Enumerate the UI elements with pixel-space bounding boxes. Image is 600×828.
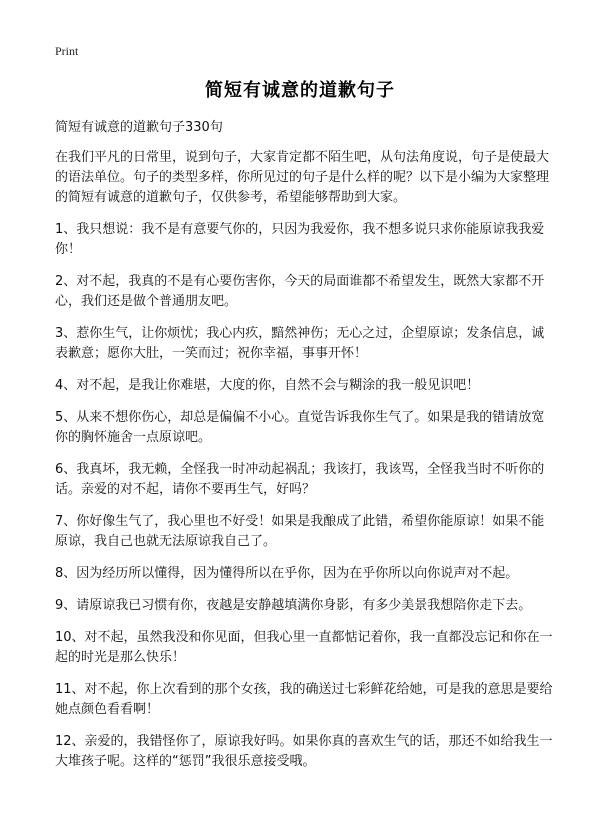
list-item: 7、你好像生气了，我心里也不好受！如果是我酿成了此错，希望你能原谅！如果不能原谅，我自己也就无法原谅我自己了。 bbox=[55, 514, 545, 549]
intro-paragraph: 在我们平凡的日常里，说到句子，大家肯定都不陌生吧，从句法角度说，句子是使最大的语法单位。句子的类型多样，你所见过的句子是什么样的呢？以下是小编为大家整理的简短有诚意的道歉句子，仅供参考，希望能够帮助到大家。 bbox=[55, 150, 550, 205]
list-item: 12、亲爱的，我错怪你了，原谅我好吗。如果你真的喜欢生气的话，那还不如给我生一大堆孩子呢。这样的“惩罚”我很乐意接受哦。 bbox=[55, 734, 553, 769]
list-item: 4、对不起，是我让你难堪，大度的你，自然不会与糊涂的我一般见识吧！ bbox=[55, 378, 480, 393]
list-item: 3、惹你生气，让你烦忧；我心内疚，黯然神伤；无心之过，企望原谅；发条信息，诚表歉意；愿你大肚，一笑而过；祝你幸福，事事开怀！ bbox=[55, 326, 545, 361]
list-item: 9、请原谅我已习惯有你，夜越是安静越填满你身影，有多少美景我想陪你走下去。 bbox=[55, 598, 532, 613]
list-item: 2、对不起，我真的不是有心要伤害你，今天的局面谁都不希望发生，既然大家都不开心，我们还是做个普通朋友吧。 bbox=[55, 274, 545, 309]
list-item: 8、因为经历所以懂得，因为懂得所以在乎你，因为在乎你所以向你说声对不起。 bbox=[55, 566, 519, 581]
list-item: 11、对不起，你上次看到的那个女孩，我的确送过七彩鲜花给她，可是我的意思是要给她点颜色看看啊！ bbox=[55, 682, 553, 717]
list-item: 6、我真坏，我无赖，全怪我一时冲动起祸乱；我该打，我该骂，全怪我当时不听你的话。亲爱的对不起，请你不要再生气，好吗？ bbox=[55, 462, 545, 497]
article-body bbox=[55, 118, 553, 784]
print-link[interactable]: Print bbox=[55, 44, 79, 58]
page-title: 简短有诚意的道歉句子 bbox=[205, 80, 395, 101]
list-item: 10、对不起，虽然我没和你见面，但我心里一直都惦记着你，我一直都没忘记和你在一起的时光是那么快乐！ bbox=[55, 630, 553, 665]
list-item: 1、我只想说：我不是有意要气你的，只因为我爱你，我不想多说只求你能原谅我我爱你！ bbox=[55, 222, 545, 257]
article-subtitle: 简短有诚意的道歉句子330句 bbox=[55, 120, 223, 135]
list-item: 5、从来不想你伤心，却总是偏偏不小心。直觉告诉我你生气了。如果是我的错请放宽你的胸怀施舍一点原谅吧。 bbox=[55, 410, 545, 445]
